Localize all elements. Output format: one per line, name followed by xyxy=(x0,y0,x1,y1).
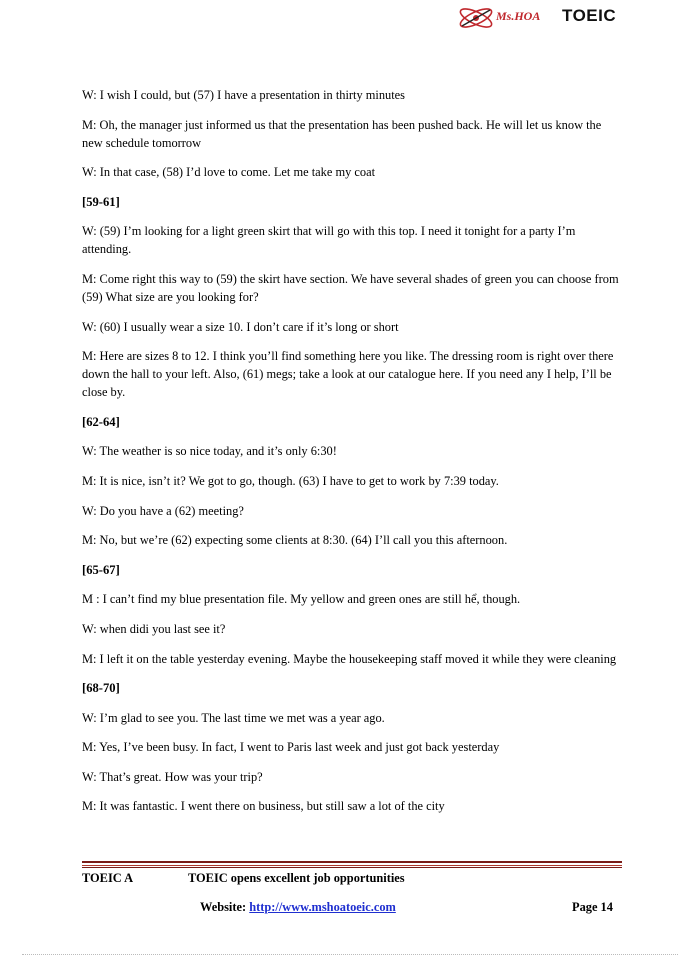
header-logo xyxy=(456,4,624,32)
dialogue-line: M: Oh, the manager just informed us that the presentation has been pushed back. He will let us know the new schedule tomorrow xyxy=(82,117,602,150)
atom-logo-icon xyxy=(456,4,500,32)
section-heading: [68-70] xyxy=(82,681,120,696)
section-heading: [65-67] xyxy=(82,562,120,577)
page-edge-divider xyxy=(22,954,678,955)
dialogue-line: M: No, but we’re (62) expecting some clients at 8:30. (64) I’ll call you this afternoon. xyxy=(82,533,508,548)
logo-product: TOEIC xyxy=(562,6,617,25)
dialogue-line: W: (59) I’m looking for a light green skirt that will go with this top. I need it tonight for a party I’m attending. xyxy=(82,224,576,257)
dialogue-line: M: I left it on the table yesterday evening. Maybe the housekeeping staff moved it while they were cleaning xyxy=(82,651,617,666)
logo-brand: Ms.HOA xyxy=(496,9,541,23)
section-heading: [59-61] xyxy=(82,194,120,209)
dialogue-line: M: Yes, I’ve been busy. In fact, I went to Paris last week and just got back yesterday xyxy=(82,740,500,755)
dialogue-line: M: It was fantastic. I went there on business, but still saw a lot of the city xyxy=(82,799,445,814)
page-number: Page 14 xyxy=(572,900,613,914)
dialogue-line: M: Here are sizes 8 to 12. I think you’ll find something here you like. The dressing room is right over there down the hall to your left. Also, (61) megs; take a look at our catalogue here. If you need any I help, I’ll be close by. xyxy=(82,349,614,400)
dialogue-line: W: I wish I could, but (57) I have a presentation in thirty minutes xyxy=(82,88,405,102)
dialogue-line: M : I can’t find my blue presentation file. My yellow and green ones are still hể, though. xyxy=(82,592,521,607)
website-link[interactable]: http://www.mshoatoeic.com xyxy=(249,900,396,914)
dialogue-line: W: I’m glad to see you. The last time we met was a year ago. xyxy=(82,710,385,725)
section-heading: [62-64] xyxy=(82,414,120,429)
dialogue-line: W: Do you have a (62) meeting? xyxy=(82,503,244,518)
dialogue-line: W: when didi you last see it? xyxy=(82,621,226,636)
dialogue-line: M: Come right this way to (59) the skirt have section. We have several shades of green you can choose from (59) What size are you looking for? xyxy=(82,271,619,304)
website-label: Website: xyxy=(200,900,247,914)
dialogue-line: W: That’s great. How was your trip? xyxy=(82,769,263,784)
footer-website xyxy=(200,900,396,915)
footer-rule xyxy=(82,865,622,866)
dialogue-line: W: In that case, (58) I’d love to come. Let me take my coat xyxy=(82,165,376,180)
footer-slogan: TOEIC opens excellent job opportunities xyxy=(188,871,405,885)
footer-rule xyxy=(82,867,622,868)
footer-label: TOEIC A xyxy=(82,871,134,885)
dialogue-line: M: It is nice, isn’t it? We got to go, though. (63) I have to get to work by 7:39 today. xyxy=(82,473,499,488)
dialogue-line: W: The weather is so nice today, and it’s only 6:30! xyxy=(82,444,337,459)
transcript-body xyxy=(82,86,622,827)
dialogue-line: W: (60) I usually wear a size 10. I don’t care if it’s long or short xyxy=(82,319,399,334)
footer-rule xyxy=(82,861,622,863)
